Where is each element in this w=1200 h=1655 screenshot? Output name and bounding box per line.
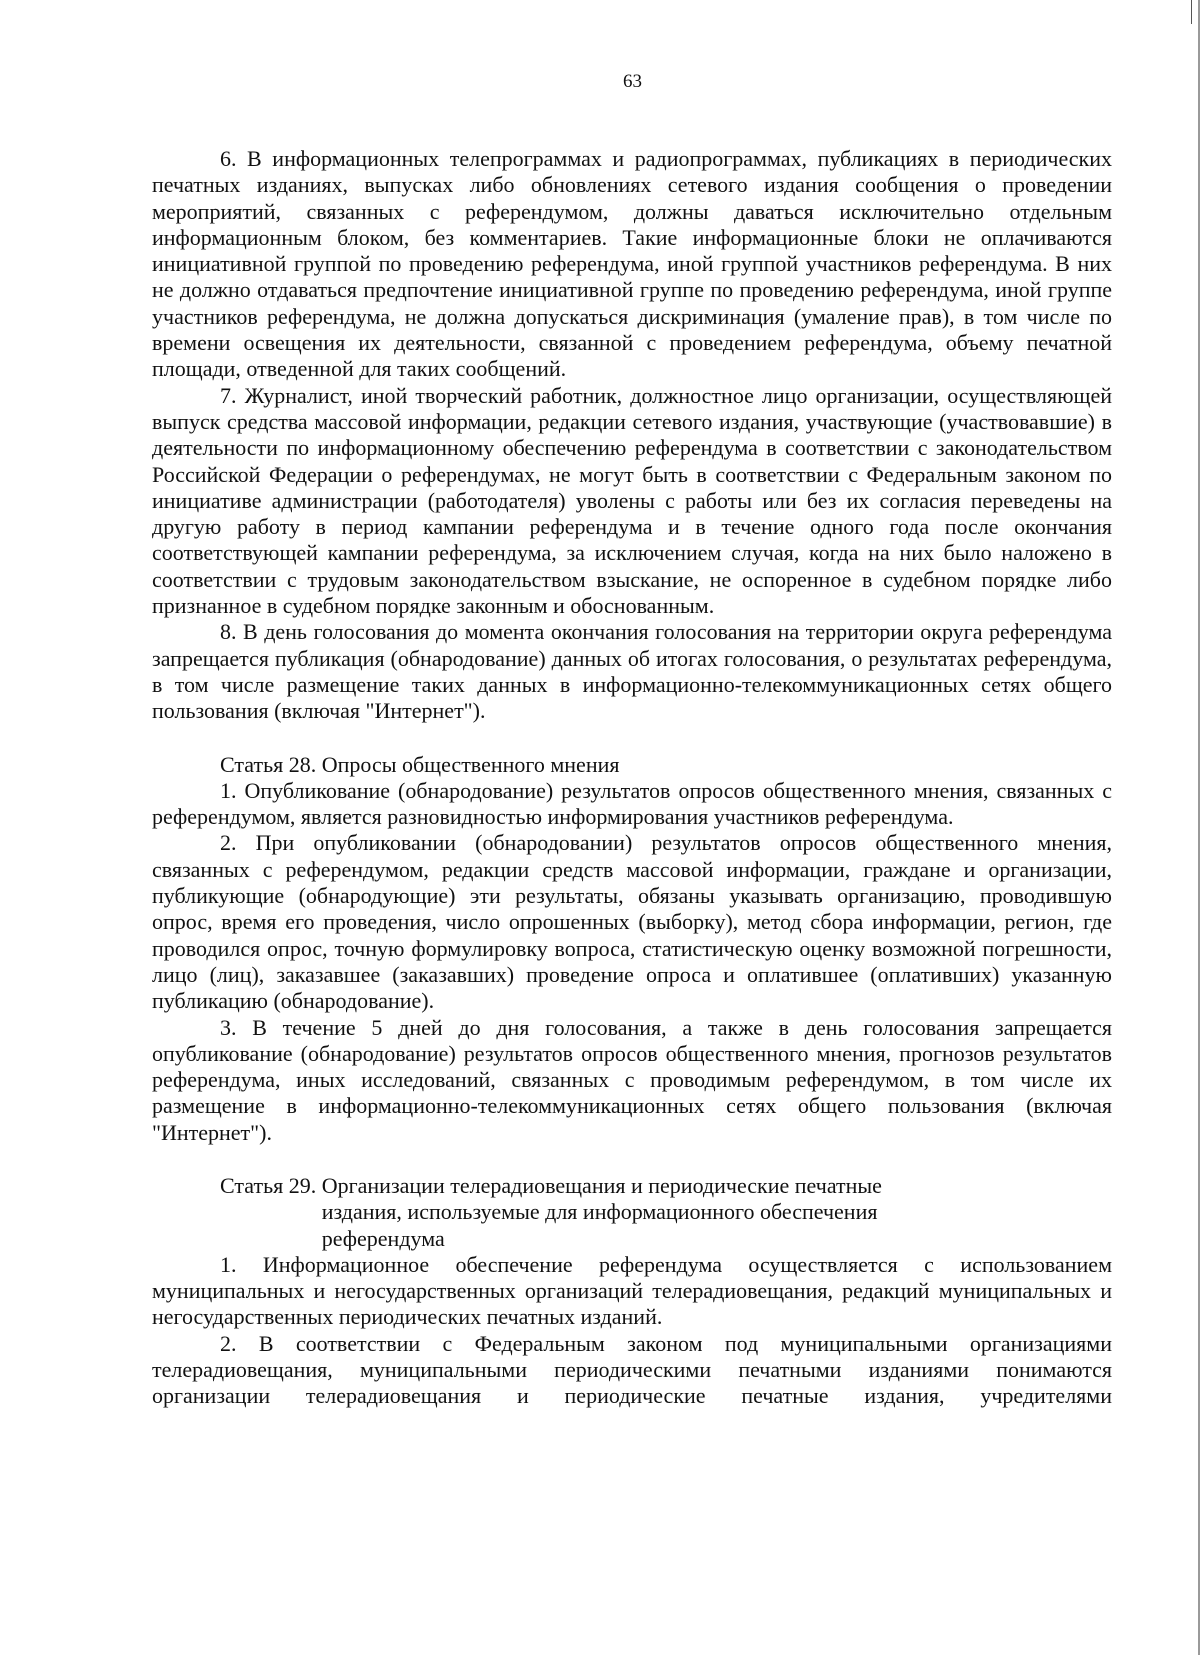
- article-29-heading-line: Организации телерадиовещания и периодические печатные: [321, 1172, 882, 1198]
- article-29-heading-text: [322, 1173, 942, 1252]
- document-body: [152, 146, 1112, 1410]
- section-gap: [152, 725, 1112, 752]
- article-29-heading-line: референдума: [321, 1225, 445, 1251]
- article-29-heading-line: издания, используемые для информационного обеспечения: [321, 1199, 878, 1225]
- page-number: 63: [623, 71, 642, 92]
- article-29-heading-prefix: Статья 29.: [220, 1172, 322, 1198]
- paragraph-7: 7. Журналист, иной творческий работник, должностное лицо организации, осуществляющей выпуск средства массовой информации, редакции сетевого издания, участвующие (участвовавшие) в деятельности по информационному обеспечению референдума в соответствии с законодательством Российской Федерации о референдумах, не могут быть в соответствии с Федеральным законом по инициативе администрации (работодателя) уволены с работы или без их согласия переведены на другую работу в период кампании референдума и в течение одного года после окончания соответствующей кампании референдума, за исключением случая, когда на них было наложено в соответствии с трудовым законодательством взыскание, не оспоренное в судебном порядке либо признанное в судебном порядке законным и обоснованным.: [152, 382, 1112, 619]
- article-28-paragraph-3: 3. В течение 5 дней до дня голосования, а также в день голосования запрещается опубликование (обнародование) результатов опросов общественного мнения, прогнозов результатов референдума, иных исследований, связанных с проводимым референдумом, в том числе их размещение в информационно-телекоммуникационных сетях общего пользования (включая "Интернет").: [152, 1014, 1112, 1145]
- article-28-paragraph-1: 1. Опубликование (обнародование) результатов опросов общественного мнения, связанных с референдумом, является разновидностью информирования участников референдума.: [152, 777, 1112, 830]
- paragraph-6: 6. В информационных телепрограммах и радиопрограммах, публикациях в периодических печатных изданиях, выпусках либо обновлениях сетевого издания сообщения о проведении мероприятий, связанных с референдумом, должны даваться исключительно отдельным информационным блоком, без комментариев. Такие информационные блоки не оплачиваются инициативной группой по проведению референдума, иной группой участников референдума. В них не должно отдаваться предпочтение инициативной группе по проведению референдума, иной группе участников референдума, не должна допускаться дискриминация (умаление прав), в том числе по времени освещения их деятельности, связанной с проведением референдума, объему печатной площади, отведенной для таких сообщений.: [152, 146, 1112, 382]
- scan-corner-mark: [1191, 0, 1192, 24]
- article-28-heading: Статья 28. Опросы общественного мнения: [220, 751, 620, 777]
- article-29-heading: [152, 1173, 1112, 1252]
- article-29-paragraph-1: 1. Информационное обеспечение референдума осуществляется с использованием муниципальных и негосударственных организаций телерадиовещания, редакций муниципальных и негосударственных периодических печатных изданий.: [152, 1251, 1112, 1330]
- section-gap: [152, 1146, 1112, 1173]
- paragraph-8: 8. В день голосования до момента окончания голосования на территории округа референдума запрещается публикация (обнародование) данных об итогах голосования, о результатах референдума, в том числе размещение таких данных в информационно-телекоммуникационных сетях общего пользования (включая "Интернет").: [152, 619, 1112, 724]
- article-29-paragraph-2: 2. В соответствии с Федеральным законом под муниципальными организациями телерадиовещания, муниципальными периодическими печатными изданиями понимаются организации телерадиовещания и периодические печатные издания, учредителями: [152, 1330, 1112, 1409]
- article-28-paragraph-2: 2. При опубликовании (обнародовании) результатов опросов общественного мнения, связанных с референдумом, редакции средств массовой информации, граждане и организации, публикующие (обнародующие) эти результаты, обязаны указывать организацию, проводившую опрос, время его проведения, число опрошенных (выборку), метод сбора информации, регион, где проводился опрос, точную формулировку вопроса, статистическую оценку возможной погрешности, лицо (лиц), заказавшее (заказавших) проведение опроса и оплатившее (оплативших) указанную публикацию (обнародование).: [152, 830, 1112, 1014]
